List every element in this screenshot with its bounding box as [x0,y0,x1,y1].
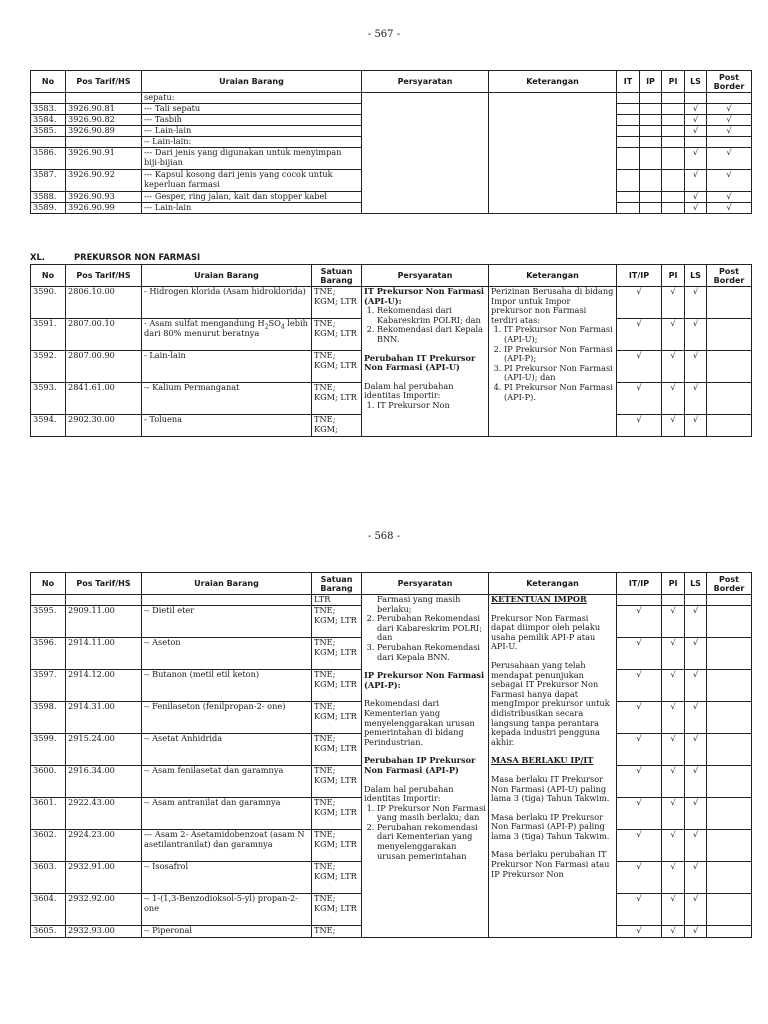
cell-ls: √ [685,606,707,638]
cell-post-border: √ [707,115,752,126]
col-header-post-border: Post Border [707,573,752,595]
cell-pi: √ [662,670,685,702]
list-item: 2. Perubahan rekomendasi dari Kementerian yang menyelenggarakan urusan pemerintahan [377,823,486,861]
section-heading [30,252,200,262]
cell-uraian: -- Isosafrol [142,862,312,894]
cell-no: 3594. [31,415,66,437]
cell-uraian: -- Aseton [142,638,312,670]
cell-pi: √ [662,862,685,894]
persyaratan-paragraph: Dalam hal perubahan identitas Importir: [364,380,454,401]
cell-pi: √ [662,894,685,926]
cell-it-ip: √ [617,926,662,938]
cell-ls: √ [685,926,707,938]
cell-it-ip: √ [617,383,662,415]
keterangan-heading-2: MASA BERLAKU IP/IT [491,755,594,766]
cell-satuan: TNE; KGM; LTR [312,670,362,702]
cell-satuan: TNE; KGM; LTR [312,638,362,670]
persyaratan-heading-1: IT Prekursor Non Farmasi (API-U): [364,286,485,306]
cell-no: 3593. [31,383,66,415]
persyaratan-list-2 [364,401,486,411]
cell-pi: √ [662,926,685,938]
cell-no [31,93,66,104]
list-item: 1. IT Prekursor Non [377,401,486,411]
keterangan-paragraph-5: Masa berlaku perubahan IT Prekursor Non Farmasi atau IP Prekursor Non [491,849,610,879]
cell-uraian: sepatu: [142,93,362,104]
persyaratan-paragraph-1: Rekomendasi dari Kementerian yang menyelenggarakan urusan pemerintahan di bidang Perindustrian. [364,698,475,747]
cell-satuan: TNE; KGM; LTR [312,830,362,862]
cell-persyaratan [362,287,489,437]
cell-ls: √ [685,319,707,351]
col-header-keterangan: Keterangan [489,71,617,93]
cell-satuan: TNE; KGM; LTR [312,319,362,351]
cell-no: 3604. [31,894,66,926]
col-header-no: No [31,265,66,287]
persyaratan-list-2 [364,804,486,862]
cell-satuan: TNE; KGM; LTR [312,606,362,638]
cell-ls [685,137,707,148]
col-header-persyaratan: Persyaratan [362,265,489,287]
col-header-no: No [31,71,66,93]
cell-uraian: -- Piperonal [142,926,312,938]
cell-ls: √ [685,104,707,115]
cell-it-ip: √ [617,894,662,926]
cell-ls: √ [685,115,707,126]
table-header-row [31,265,752,287]
cell-no: 3601. [31,798,66,830]
persyaratan-paragraph-2: Dalam hal perubahan identitas Importir: [364,783,454,804]
cell-ls: √ [685,148,707,170]
cell-pos: 2932.92.00 [66,894,142,926]
cell-no: 3590. [31,287,66,319]
cell-ls: √ [685,638,707,670]
keterangan-paragraph-1: Prekursor Non Farmasi dapat diimpor oleh pelaku usaha pemilik API-P atau API-U. [491,612,601,652]
cell-uraian: --- Asam 2- Asetamidobenzoat (asam N asetilantranilat) dan garamnya [142,830,312,862]
cell-no: 3591. [31,319,66,351]
cell-satuan: TNE; KGM; LTR [312,734,362,766]
cell-pi: √ [662,638,685,670]
col-header-ip: IP [640,71,662,93]
cell-no: 3588. [31,192,66,203]
keterangan-paragraph-3: Masa berlaku IT Prekursor Non Farmasi (API-U) paling lama 3 (tiga) Tahun Takwim. [491,773,610,804]
cell-satuan: TNE; KGM; LTR [312,383,362,415]
cell-uraian: - Hidrogen klorida (Asam hidroklorida) [142,287,312,319]
cell-pos: 3926.90.92 [66,170,142,192]
cell-uraian: -- 1-(1,3-Benzodioksol-5-yl) propan-2-one [142,894,312,926]
cell-post-border [707,93,752,104]
cell-no: 3602. [31,830,66,862]
cell-no: 3596. [31,638,66,670]
cell-post-border [707,351,752,383]
cell-no: 3586. [31,148,66,170]
cell-no: 3595. [31,606,66,638]
col-header-pos: Pos Tarif/HS [66,265,142,287]
cell-uraian: -- Kalium Permanganat [142,383,312,415]
col-header-it-ip: IT/IP [617,573,662,595]
cell-persyaratan-empty [362,93,489,214]
list-item: 2. IP Prekursor Non Farmasi (API-P); [504,345,614,364]
cell-post-border [707,670,752,702]
list-item: 2. Perubahan Rekomendasi dari Kabareskrim POLRI; dan [377,614,486,643]
cell-pi: √ [662,798,685,830]
col-header-it: IT [617,71,640,93]
cell-pos: 3926.90.82 [66,115,142,126]
cell-post-border [707,830,752,862]
cell-satuan: TNE; [312,926,362,938]
cell-no: 3603. [31,862,66,894]
cell-post-border [707,319,752,351]
cell-no: 3597. [31,670,66,702]
table-header-row [31,71,752,93]
cell-uraian: - Lain-lain [142,351,312,383]
list-item: 2. Rekomendasi dari Kepala BNN. [377,325,486,344]
col-header-uraian: Uraian Barang [142,265,312,287]
cell-satuan: TNE; KGM; LTR [312,702,362,734]
cell-it-ip: √ [617,670,662,702]
cell-it-ip: √ [617,638,662,670]
cell-post-border: √ [707,192,752,203]
table-row [31,595,752,606]
cell-uraian: -- Asam fenilasetat dan garamnya [142,766,312,798]
cell-no: 3600. [31,766,66,798]
cell-ls: √ [685,766,707,798]
cell-pos: 3926.90.99 [66,203,142,214]
list-item: 1. Rekomendasi dari Kabareskrim POLRI; dan [377,306,486,325]
cell-uraian: --- Lain-lain [142,203,362,214]
col-header-keterangan: Keterangan [489,265,617,287]
cell-pos: 2806.10.00 [66,287,142,319]
keterangan-paragraph-4: Masa berlaku IP Prekursor Non Farmasi (API-P) paling lama 3 (tiga) Tahun Takwim. [491,811,610,841]
cell-pi: √ [662,319,685,351]
cell-post-border [707,137,752,148]
cell-pos: 2922.43.00 [66,798,142,830]
keterangan-list [491,325,614,402]
cell-it-ip: √ [617,798,662,830]
cell-pi: √ [662,415,685,437]
col-header-ls: LS [685,71,707,93]
cell-ls: √ [685,830,707,862]
cell-ls: √ [685,415,707,437]
cell-pos: 3926.90.81 [66,104,142,115]
cell-post-border [707,926,752,938]
col-header-pi: PI [662,265,685,287]
cell-ls: √ [685,862,707,894]
col-header-pi: PI [662,71,685,93]
col-header-uraian: Uraian Barang [142,71,362,93]
cell-it-ip: √ [617,287,662,319]
persyaratan-heading-2: Perubahan IP Prekursor Non Farmasi (API-P) [364,755,476,775]
list-item: 4. PI Prekursor Non Farmasi (API-P). [504,383,614,402]
cell-ls: √ [685,192,707,203]
cell-satuan: TNE; KGM; LTR [312,798,362,830]
list-item: 1. IP Prekursor Non Farmasi yang masih berlaku; dan [377,804,486,823]
col-header-it-ip: IT/IP [617,265,662,287]
cell-satuan: TNE; KGM; LTR [312,351,362,383]
section-title: PREKURSOR NON FARMASI [74,252,201,262]
cell-post-border [707,862,752,894]
col-header-uraian: Uraian Barang [142,573,312,595]
cell-post-border [707,415,752,437]
cell-post-border: √ [707,104,752,115]
cell-post-border [707,798,752,830]
cell-pos: 2915.24.00 [66,734,142,766]
cell-uraian [142,319,312,351]
section-number: XL. [30,252,45,262]
cell-pos: 2914.11.00 [66,638,142,670]
table-row [31,287,752,319]
cell-pos: 2916.34.00 [66,766,142,798]
cell-uraian: --- Dari jenis yang digunakan untuk menyimpan biji-bijian [142,148,362,170]
prekursor-table-568 [30,572,752,938]
col-header-pos: Pos Tarif/HS [66,573,142,595]
cell-uraian: --- Tali sepatu [142,104,362,115]
col-header-pi: PI [662,573,685,595]
cell-post-border [707,606,752,638]
keterangan-heading-1: KETENTUAN IMPOR [491,594,587,604]
cell-satuan: TNE; KGM; LTR [312,287,362,319]
col-header-keterangan: Keterangan [489,573,617,595]
list-item: 3. Perubahan Rekomendasi dari Kepala BNN. [377,643,486,662]
cell-it-ip: √ [617,734,662,766]
persyaratan-list-1 [364,306,486,344]
cell-uraian: -- Asetat Anhidrida [142,734,312,766]
cell-uraian: -- Asam antranilat dan garamnya [142,798,312,830]
cell-pos: 3926.90.93 [66,192,142,203]
cell-post-border [707,383,752,415]
cell-post-border [707,287,752,319]
col-header-post-border: Post Border [707,265,752,287]
cell-no: 3585. [31,126,66,137]
cell-no: 3587. [31,170,66,192]
persyaratan-heading-2: Perubahan IT Prekursor Non Farmasi (API-U) [364,352,476,373]
cell-post-border [707,702,752,734]
cell-it-ip: √ [617,415,662,437]
cell-ls: √ [685,798,707,830]
table-header-row [31,573,752,595]
cell-it-ip: √ [617,702,662,734]
cell-satuan: TNE; KGM; LTR [312,766,362,798]
persyaratan-heading-1: IP Prekursor Non Farmasi (API-P): [364,670,485,690]
col-header-satuan: Satuan Barang [312,573,362,595]
formula-part: SO [268,318,281,328]
cell-pos: 3926.90.91 [66,148,142,170]
col-header-no: No [31,573,66,595]
cell-no: 3605. [31,926,66,938]
cell-no: 3592. [31,351,66,383]
cell-pi: √ [662,287,685,319]
cell-pos [66,93,142,104]
col-header-pos: Pos Tarif/HS [66,71,142,93]
sulfat-prefix: - Asam sulfat mengandung H [144,318,265,328]
cell-pos: 2909.11.00 [66,606,142,638]
cell-pos: 2807.00.90 [66,351,142,383]
cell-it-ip: √ [617,319,662,351]
cell-pos: 2914.31.00 [66,702,142,734]
cell-uraian: --- Kapsul kosong dari jenis yang cocok untuk keperluan farmasi [142,170,362,192]
cell-ls: √ [685,126,707,137]
cell-pos: 2902.30.00 [66,415,142,437]
cell-post-border [707,638,752,670]
cell-no [31,137,66,148]
list-item: 3. PI Prekursor Non Farmasi (API-U); dan [504,364,614,383]
cell-uraian: -- Fenilaseton (fenilpropan-2- one) [142,702,312,734]
prekursor-table-567 [30,264,752,437]
page-number: - 567 - [367,29,401,40]
cell-pos [66,137,142,148]
cell-pos: 2924.23.00 [66,830,142,862]
cell-pi: √ [662,351,685,383]
col-header-ls: LS [685,265,707,287]
cell-no: 3599. [31,734,66,766]
cell-uraian: --- Lain-lain [142,126,362,137]
cell-pi: √ [662,734,685,766]
cell-it-ip: √ [617,766,662,798]
cell-pi: √ [662,383,685,415]
cell-ls: √ [685,702,707,734]
cell-post-border [707,894,752,926]
cell-keterangan [489,287,617,437]
col-header-post-border: Post Border [707,71,752,93]
cell-post-border: √ [707,203,752,214]
cell-pos: 2914.12.00 [66,670,142,702]
col-header-persyaratan: Persyaratan [362,71,489,93]
cell-ls: √ [685,383,707,415]
cell-pi: √ [662,766,685,798]
cell-pos: 2932.93.00 [66,926,142,938]
cell-it-ip: √ [617,830,662,862]
col-header-satuan: Satuan Barang [312,265,362,287]
cell-pi: √ [662,830,685,862]
cell-post-border: √ [707,126,752,137]
cell-no: 3598. [31,702,66,734]
persyaratan-continuation: Farmasi yang masih berlaku; [377,594,461,614]
cell-post-border [707,766,752,798]
subscript: 2 [264,323,269,331]
cell-keterangan [489,595,617,938]
cell-ls: √ [685,351,707,383]
cell-ls: √ [685,203,707,214]
cell-no: 3583. [31,104,66,115]
page-number: - 568 - [367,531,401,542]
cell-it-ip: √ [617,351,662,383]
cell-satuan: TNE; KGM; [312,415,362,437]
cell-ls [685,93,707,104]
cell-uraian: --- Gesper, ring jalan, kait dan stopper kabel [142,192,362,203]
keterangan-paragraph-2: Perusahaan yang telah mendapat penunjukan sebagai IT Prekursor Non Farmasi hanya dapat mengImpor prekursor untuk didistribusikan secara langsung tanpa perantara kepada industri pengguna akhir. [491,659,610,747]
cell-ls: √ [685,670,707,702]
cell-pos: 2932.91.00 [66,862,142,894]
cell-no: 3589. [31,203,66,214]
list-item: 1. IT Prekursor Non Farmasi (API-U); [504,325,614,344]
cell-pi: √ [662,702,685,734]
cell-satuan: TNE; KGM; LTR [312,894,362,926]
cell-ls: √ [685,734,707,766]
cell-pi: √ [662,606,685,638]
cell-pos: 2841.61.00 [66,383,142,415]
persyaratan-list-1 [364,614,486,662]
cell-it-ip: √ [617,862,662,894]
cell-it-ip: √ [617,606,662,638]
tariff-table-567 [30,70,752,214]
col-header-persyaratan: Persyaratan [362,573,489,595]
cell-satuan: TNE; KGM; LTR [312,862,362,894]
cell-uraian: -- Butanon (metil etil keton) [142,670,312,702]
cell-ls: √ [685,170,707,192]
cell-uraian: - Toluena [142,415,312,437]
keterangan-paragraph: Perizinan Berusaha di bidang Impor untuk Impor prekursor non Farmasi terdiri atas: [491,286,614,325]
cell-ls: √ [685,287,707,319]
subscript: 4 [280,323,285,331]
cell-post-border [707,734,752,766]
table-row [31,93,752,104]
sulfat-suffix: lebih dari 80% menurut beratnya [144,318,308,338]
cell-satuan: LTR [312,595,362,606]
cell-ls: √ [685,894,707,926]
cell-post-border: √ [707,148,752,170]
cell-persyaratan [362,595,489,938]
cell-pos: 3926.90.89 [66,126,142,137]
cell-post-border: √ [707,170,752,192]
cell-pos: 2807.00.10 [66,319,142,351]
cell-uraian: -- Dietil eter [142,606,312,638]
cell-no: 3584. [31,115,66,126]
cell-uraian: --- Tasbih [142,115,362,126]
cell-uraian: -- Lain-lain: [142,137,362,148]
cell-keterangan-empty [489,93,617,214]
col-header-ls: LS [685,573,707,595]
